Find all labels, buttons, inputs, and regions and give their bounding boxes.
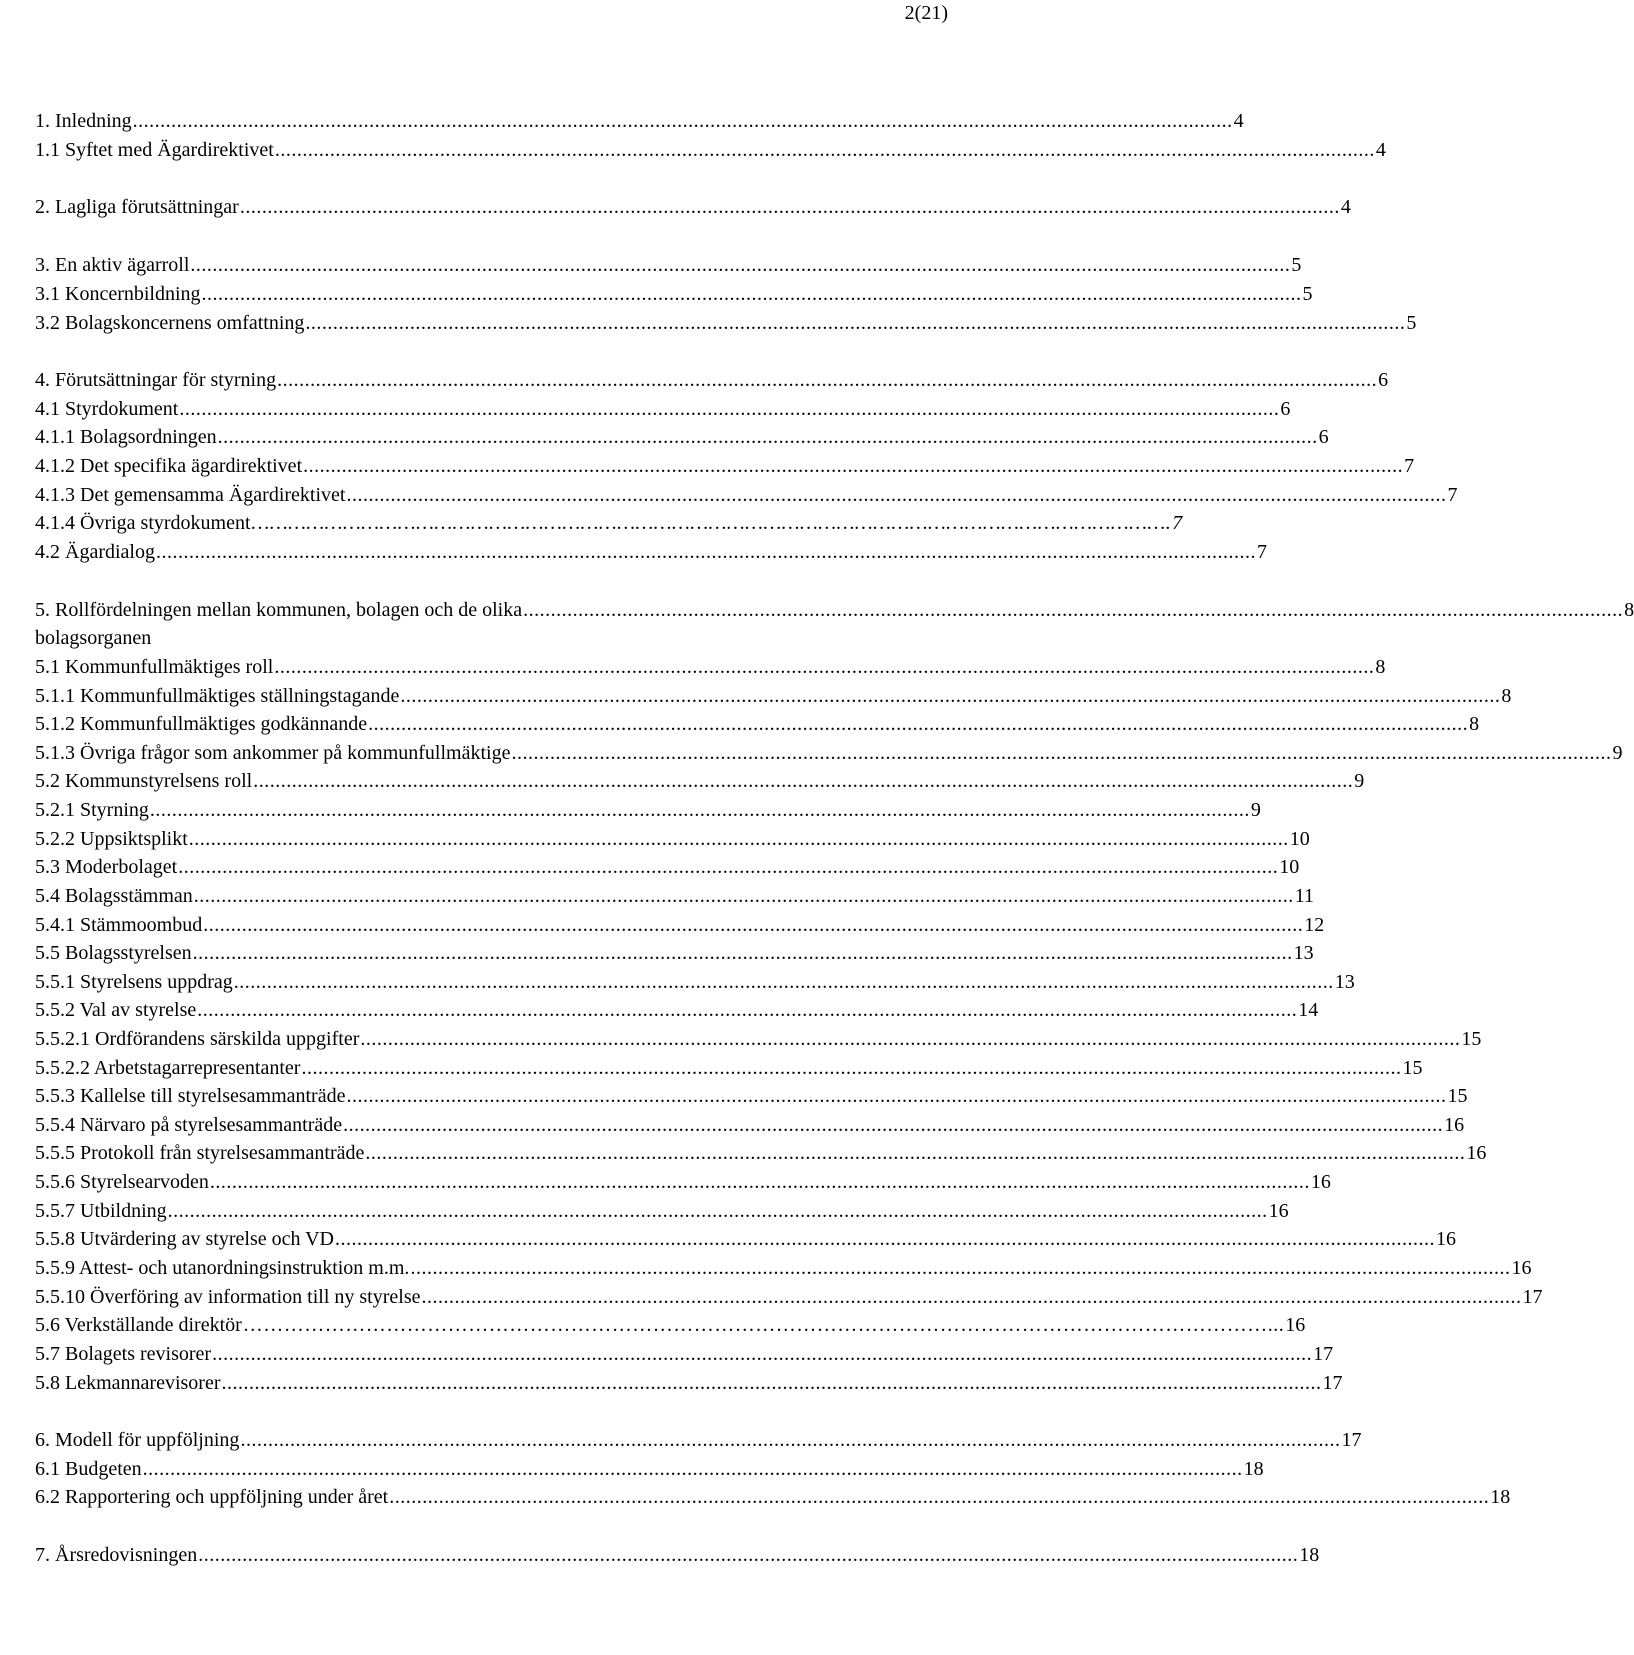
toc-leader: ........................................................................................................................................................................................................ [303, 455, 1404, 477]
toc-entry-page: 16 [1436, 1228, 1457, 1250]
toc-entry-label: bolagsorganen [35, 627, 152, 649]
toc-entry-page: 7 [1256, 541, 1267, 563]
toc-entry-label: 4. Förutsättningar för styrning [35, 369, 277, 391]
toc-leader: ........................................................................................................................................................................................................ [132, 110, 1233, 132]
toc-leader: ........................................................................................................................................................................................................ [305, 312, 1406, 334]
toc-entry-page: 6 [1378, 369, 1389, 391]
toc-entry-label: 5.5.4 Närvaro på styrelsesammanträde [35, 1114, 343, 1136]
toc-entry-label: 5.4.1 Stämmoombud [35, 914, 203, 936]
toc-entry-label: 2. Lagliga förutsättningar [35, 196, 239, 218]
toc-entry-label: 5.5.2.1 Ordförandens särskilda uppgifter [35, 1028, 360, 1050]
toc-entry-label: 5.5.8 Utvärdering av styrelse och VD [35, 1228, 335, 1250]
toc-leader: ........................................................................................................................................................................................................ [400, 685, 1501, 707]
toc-leader: ........................................................................................................................................................................................................ [167, 1200, 1268, 1222]
toc-leader: ........................................................................................................................................................................................................ [335, 1228, 1436, 1250]
toc-entry-label: 4.1.3 Det gemensamma Ägardirektivet [35, 484, 346, 506]
toc-entry[interactable] [35, 1543, 1320, 1567]
toc-entry[interactable] [35, 138, 1386, 162]
toc-leader: ……………………………………………………………………………………………………………………………………. [251, 512, 1172, 534]
toc-entry-page: 5 [1406, 312, 1417, 334]
toc-entry[interactable] [35, 282, 1313, 306]
toc-entry-label: 7. Årsredovisningen [35, 1544, 198, 1566]
toc-entry-page: 9 [1354, 770, 1365, 792]
toc-entry[interactable] [35, 483, 1458, 507]
toc-entry-label: 5.7 Bolagets revisorer [35, 1343, 212, 1365]
toc-entry-page: 7 [1447, 484, 1458, 506]
toc-leader: ........................................................................................................................................................................................................ [209, 1171, 1310, 1193]
toc-leader: ........................................................................................................................................................................................................ [346, 484, 1447, 506]
toc-entry-label: 5.1.3 Övriga frågor som ankommer på kommunfullmäktige [35, 742, 511, 764]
toc-entry-label: 5.5.5 Protokoll från styrelsesammanträde [35, 1142, 365, 1164]
toc-entry-page: 16 [1511, 1257, 1532, 1279]
toc-entry-label: 6. Modell för uppföljning [35, 1429, 240, 1451]
toc-entry[interactable] [35, 1199, 1289, 1223]
toc-entry-page: 9 [1250, 799, 1261, 821]
toc-entry[interactable] [35, 769, 1365, 793]
toc-leader: ........................................................................................................................................................................................................ [421, 1286, 1522, 1308]
toc-leader: ........................................................................................................................................................................................................ [149, 799, 1250, 821]
toc-entry-page: 4 [1233, 110, 1244, 132]
toc-leader: ........................................................................................................................................................................................................ [346, 1085, 1447, 1107]
toc-entry-label: 4.1 Styrdokument [35, 398, 179, 420]
toc-entry[interactable] [35, 712, 1480, 736]
toc-leader: ........................................................................................................................................................................................................ [274, 139, 1375, 161]
toc-entry-label: 5.1 Kommunfullmäktiges roll [35, 656, 274, 678]
toc-entry-page: 10 [1279, 856, 1300, 878]
toc-entry[interactable] [35, 425, 1329, 449]
toc-entry-label: 3.1 Koncernbildning [35, 283, 201, 305]
toc-entry[interactable] [35, 311, 1417, 335]
toc-leader: ........................................................................................................................................................................................................ [511, 742, 1612, 764]
toc-leader: ........................................................................................................................................................................................................ [221, 1372, 1322, 1394]
toc-entry[interactable] [35, 655, 1386, 679]
toc-entry-page: 8 [1624, 599, 1634, 621]
toc-entry-page: 10 [1289, 828, 1310, 850]
toc-entry[interactable] [35, 1141, 1487, 1165]
toc-entry[interactable] [35, 998, 1319, 1022]
toc-entry[interactable] [35, 1313, 1306, 1337]
toc-entry[interactable] [35, 684, 1512, 708]
toc-leader: ........................................................................................................................................................................................................ [190, 254, 1291, 276]
toc-entry[interactable] [35, 1227, 1457, 1251]
toc-entry[interactable] [35, 195, 1351, 219]
toc-entry-page: 15 [1447, 1085, 1468, 1107]
toc-leader: ........................................................................................................................................................................................................ [523, 599, 1624, 621]
toc-entry-page: 6 [1280, 398, 1291, 420]
toc-entry-label: 5.5.9 Attest- och utanordningsinstruktion m.m. [35, 1257, 410, 1279]
toc-entry-label: 5.5.7 Utbildning [35, 1200, 167, 1222]
toc-entry-label: 5.8 Lekmannarevisorer [35, 1372, 221, 1394]
toc-entry[interactable] [35, 1428, 1362, 1452]
toc-leader: ……………………………………………………………………………………………………………………………………... [242, 1314, 1285, 1336]
toc-entry-label: 6.2 Rapportering och uppföljning under året [35, 1486, 389, 1508]
toc-entry-page: 4 [1340, 196, 1351, 218]
toc-entry[interactable] [35, 1457, 1264, 1481]
toc-entry-page: 5 [1291, 254, 1302, 276]
toc-leader: ........................................................................................................................................................................................................ [368, 713, 1469, 735]
toc-entry-label: 5.5.2.2 Arbetstagarrepresentanter [35, 1057, 301, 1079]
toc-leader: ........................................................................................................................................................................................................ [188, 828, 1289, 850]
toc-entry-page: 17 [1313, 1343, 1334, 1365]
toc-entry[interactable] [35, 913, 1325, 937]
toc-leader: ........................................................................................................................................................................................................ [365, 1142, 1466, 1164]
toc-entry-page: 14 [1298, 999, 1319, 1021]
toc-entry[interactable] [35, 970, 1355, 994]
toc-entry-label: 5.5.10 Överföring av information till ny styrelse [35, 1286, 421, 1308]
toc-entry[interactable] [35, 1256, 1532, 1280]
toc-leader: ........................................................................................................................................................................................................ [203, 914, 1304, 936]
toc-entry[interactable] [35, 511, 1183, 535]
toc-entry-page: 17 [1341, 1429, 1362, 1451]
toc-entry-label: 5.5.2 Val av styrelse [35, 999, 197, 1021]
toc-entry-label: 5.2.2 Uppsiktsplikt [35, 828, 188, 850]
toc-entry-page: 16 [1466, 1142, 1487, 1164]
toc-entry-continuation [35, 626, 768, 650]
toc-leader: ........................................................................................................................................................................................................ [239, 196, 1340, 218]
toc-entry-label: 5.5 Bolagsstyrelsen [35, 942, 192, 964]
toc-entry[interactable] [35, 598, 1634, 622]
toc-entry[interactable] [35, 1371, 1343, 1395]
toc-entry[interactable] [35, 109, 1244, 133]
toc-entry-page: 18 [1490, 1486, 1511, 1508]
toc-entry-label: 5.5.6 Styrelsearvoden [35, 1171, 209, 1193]
toc-entry[interactable] [35, 1084, 1468, 1108]
toc-entry-label: 5.5.3 Kallelse till styrelsesammanträde [35, 1085, 346, 1107]
toc-entry-page: 16 [1268, 1200, 1289, 1222]
toc-entry-label: 4.1.2 Det specifika ägardirektivet [35, 455, 303, 477]
toc-entry-page: 6 [1318, 426, 1329, 448]
toc-entry-label: 1.1 Syftet med Ägardirektivet [35, 139, 274, 161]
toc-leader: ........................................................................................................................................................................................................ [197, 999, 1298, 1021]
toc-entry-page: 4 [1375, 139, 1386, 161]
toc-entry-page: 15 [1402, 1057, 1423, 1079]
toc-entry-label: 4.2 Ägardialog [35, 541, 155, 563]
toc-leader: ........................................................................................................................................................................................................ [253, 770, 1354, 792]
toc-entry[interactable] [35, 798, 1261, 822]
toc-leader: ........................................................................................................................................................................................................ [389, 1486, 1490, 1508]
toc-entry[interactable] [35, 1342, 1334, 1366]
toc-entry-label: 5.6 Verkställande direktör [35, 1314, 242, 1336]
toc-entry[interactable] [35, 1170, 1331, 1194]
toc-entry-page: 16 [1285, 1314, 1306, 1336]
toc-entry[interactable] [35, 253, 1302, 277]
toc-entry[interactable] [35, 454, 1415, 478]
toc-entry[interactable] [35, 397, 1291, 421]
toc-entry-page: 12 [1304, 914, 1325, 936]
toc-leader: ........................................................................................................................................................................................................ [410, 1257, 1511, 1279]
toc-entry-label: 5. Rollfördelningen mellan kommunen, bolagen och de olika [35, 599, 523, 621]
toc-entry[interactable] [35, 827, 1310, 851]
toc-entry-page: 13 [1334, 971, 1355, 993]
toc-entry-label: 5.2.1 Styrning [35, 799, 149, 821]
toc-entry-page: 18 [1299, 1544, 1320, 1566]
toc-entry-label: 5.2 Kommunstyrelsens roll [35, 770, 253, 792]
toc-entry-page: 13 [1293, 942, 1314, 964]
toc-entry-label: 5.1.1 Kommunfullmäktiges ställningstagande [35, 685, 400, 707]
toc-entry-page: 9 [1612, 742, 1623, 764]
toc-entry[interactable] [35, 1027, 1482, 1051]
toc-leader: ........................................................................................................................................................................................................ [360, 1028, 1461, 1050]
toc-entry[interactable] [35, 855, 1300, 879]
toc-entry-page: 17 [1322, 1372, 1343, 1394]
toc-entry[interactable] [35, 941, 1314, 965]
toc-entry-page: 8 [1375, 656, 1386, 678]
toc-entry-page: 5 [1302, 283, 1313, 305]
toc-entry[interactable] [35, 1056, 1423, 1080]
toc-entry-page: 16 [1444, 1114, 1465, 1136]
toc-entry-page: 17 [1522, 1286, 1543, 1308]
toc-leader: ........................................................................................................................................................................................................ [179, 398, 1280, 420]
toc-entry-label: 1. Inledning [35, 110, 132, 132]
toc-entry-page: 18 [1243, 1458, 1264, 1480]
toc-leader: ........................................................................................................................................................................................................ [343, 1114, 1444, 1136]
toc-leader: ........................................................................................................................................................................................................ [212, 1343, 1313, 1365]
toc-leader: ........................................................................................................................................................................................................ [142, 1458, 1243, 1480]
toc-leader: ........................................................................................................................................................................................................ [240, 1429, 1341, 1451]
toc-leader: ........................................................................................................................................................................................................ [178, 856, 1279, 878]
toc-entry-label: 3. En aktiv ägarroll [35, 254, 190, 276]
toc-leader: ........................................................................................................................................................................................................ [198, 1544, 1299, 1566]
toc-leader: ........................................................................................................................................................................................................ [277, 369, 1378, 391]
toc-leader: ........................................................................................................................................................................................................ [193, 885, 1294, 907]
toc-leader: ........................................................................................................................................................................................................ [274, 656, 1375, 678]
toc-leader: ........................................................................................................................................................................................................ [301, 1057, 1402, 1079]
toc-entry-page: 7 [1404, 455, 1415, 477]
toc-leader: ........................................................................................................................................................................................................ [155, 541, 1256, 563]
toc-entry[interactable] [35, 1113, 1465, 1137]
toc-entry-label: 5.4 Bolagsstämman [35, 885, 193, 907]
toc-entry-page: 8 [1469, 713, 1480, 735]
toc-entry[interactable] [35, 540, 1267, 564]
toc-entry-page: 8 [1501, 685, 1512, 707]
toc-entry-page: 15 [1461, 1028, 1482, 1050]
toc-entry-label: 3.2 Bolagskoncernens omfattning [35, 312, 305, 334]
toc-entry[interactable] [35, 1285, 1543, 1309]
toc-entry-label: 4.1.4 Övriga styrdokument [35, 512, 251, 534]
toc-entry[interactable] [35, 1485, 1511, 1509]
toc-leader: ........................................................................................................................................................................................................ [217, 426, 1318, 448]
toc-entry-label: 5.3 Moderbolaget [35, 856, 178, 878]
toc-entry-label: 5.1.2 Kommunfullmäktiges godkännande [35, 713, 368, 735]
page-number: 2(21) [904, 2, 948, 24]
toc-leader: ........................................................................................................................................................................................................ [192, 942, 1293, 964]
toc-entry-page: 11 [1294, 885, 1315, 907]
toc-leader: ........................................................................................................................................................................................................ [201, 283, 1302, 305]
toc-entry-page: 16 [1310, 1171, 1331, 1193]
toc-entry-label: 6.1 Budgeten [35, 1458, 142, 1480]
toc-leader: ........................................................................................................................................................................................................ [233, 971, 1334, 993]
toc-entry-label: 4.1.1 Bolagsordningen [35, 426, 217, 448]
toc-entry[interactable] [35, 884, 1315, 908]
toc-entry-label: 5.5.1 Styrelsens uppdrag [35, 971, 233, 993]
toc-entry-page: 7 [1172, 512, 1183, 534]
toc-entry[interactable] [35, 741, 1623, 765]
toc-entry[interactable] [35, 368, 1389, 392]
